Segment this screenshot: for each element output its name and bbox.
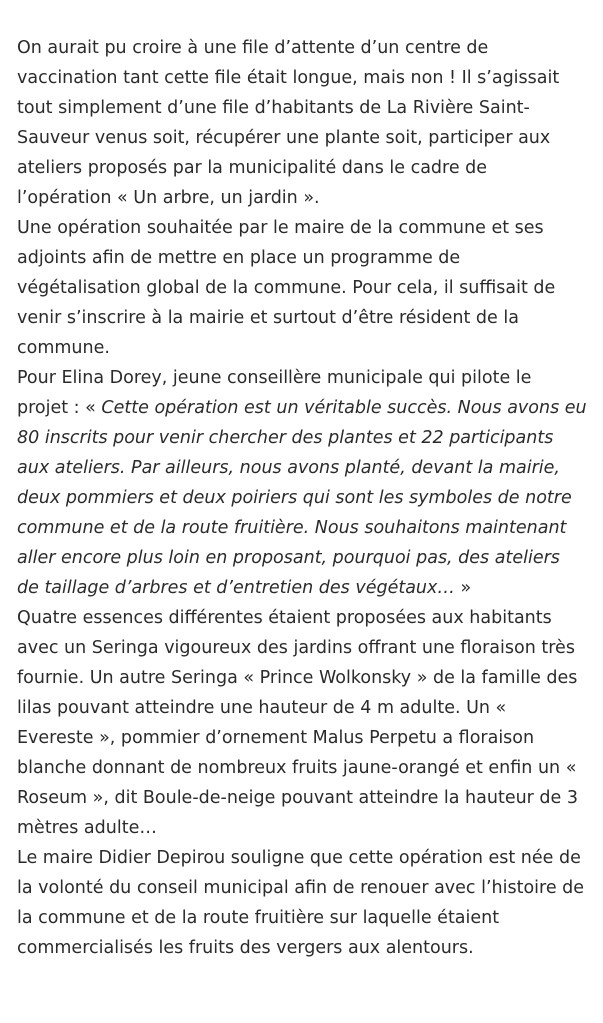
paragraph-operation: Une opération souhaitée par le maire de la commune et ses adjoints afin de mettre en place un programme de végétalisation global de la commune. Pour cela, il suffisait de venir s’inscrire à la mairie et surtout d’être résident de la commune. — [17, 218, 556, 358]
paragraph-species: Quatre essences différentes étaient proposées aux habitants avec un Seringa vigoureux des jardins offrant une floraison très fournie. Un autre Seringa « Prince Wolkonsky » de la famille des lilas pouvant atteindre une hauteur de 4 m adulte. Un « Evereste », pommier d’ornement Malus Perpetu a floraison blanche donnant de nombreux fruits jaune-orangé et enfin un « Roseum », dit Boule-de-neige pouvant atteindre la hauteur de 3 mètres adulte… — [17, 608, 579, 838]
paragraph-mayor: Le maire Didier Depirou souligne que cette opération est née de la volonté du conseil municipal afin de renouer avec l’histoire de la commune et de la route fruitière sur laquelle étaient commercialisés les fruits des vergers aux alentours. — [17, 848, 585, 958]
quote-text: Cette opération est un véritable succès. Nous avons eu 80 inscrits pour venir chercher des plantes et 22 participants aux ateliers. Par ailleurs, nous avons planté, devant la mairie, deux pommiers et deux poiriers qui sont les symboles de notre commune et de la route fruitière. Nous souhaitons maintenant aller encore plus loin en proposant, pourquoi pas, des ateliers de taillage d’arbres et d’entretien des végétaux… — [17, 398, 587, 598]
quote-intro: Pour Elina Dorey, jeune conseillère municipale qui pilote le projet : « — [17, 368, 532, 418]
quote-outro: » — [454, 578, 472, 598]
paragraph-intro: On aurait pu croire à une file d’attente d’un centre de vaccination tant cette file était longue, mais non ! Il s’agissait tout simplement d’une file d’habitants de La Rivière Saint-Sauveur venus soit, récupérer une plante soit, participer aux ateliers proposés par la municipalité dans le cadre de l’opération « Un arbre, un jardin ». — [17, 38, 560, 208]
article-body — [17, 33, 587, 963]
paragraph-quote — [17, 363, 587, 603]
